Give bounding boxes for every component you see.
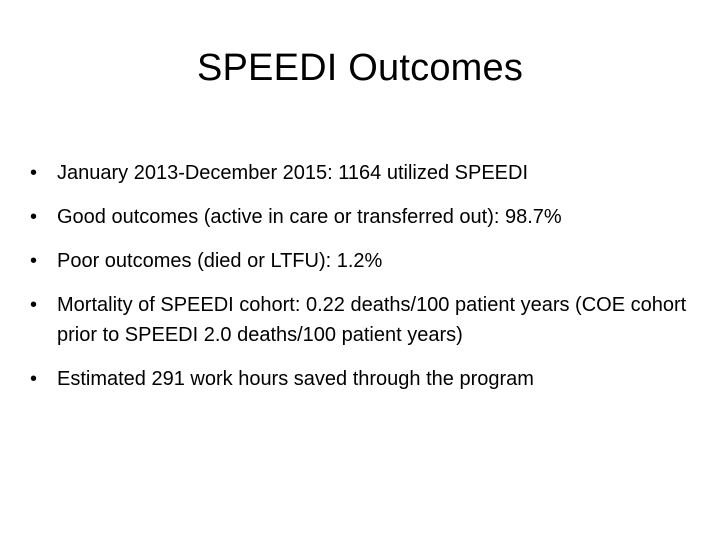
- bullet-marker: •: [30, 294, 38, 316]
- bullet-text: Good outcomes (active in care or transferred out): 98.7%: [57, 206, 562, 228]
- bullet-marker: •: [30, 250, 38, 272]
- bullet-item: [30, 290, 700, 350]
- bullet-item: [30, 158, 700, 188]
- bullet-item: [30, 364, 700, 394]
- slide-title: SPEEDI Outcomes: [196, 47, 524, 89]
- bullet-list: [30, 158, 700, 408]
- bullet-text: Estimated 291 work hours saved through the program: [57, 368, 534, 390]
- bullet-marker: •: [30, 162, 38, 184]
- bullet-item: [30, 246, 700, 276]
- bullet-item: [30, 202, 700, 232]
- bullet-marker: •: [30, 206, 38, 228]
- bullet-text: January 2013-December 2015: 1164 utilized SPEEDI: [57, 162, 529, 184]
- bullet-marker: •: [30, 368, 38, 390]
- bullet-text: Poor outcomes (died or LTFU): 1.2%: [57, 250, 383, 272]
- bullet-text: Mortality of SPEEDI cohort: 0.22 deaths/100 patient years (COE cohort prior to SPEEDI 2.0 deaths/100 patient years): [57, 294, 687, 346]
